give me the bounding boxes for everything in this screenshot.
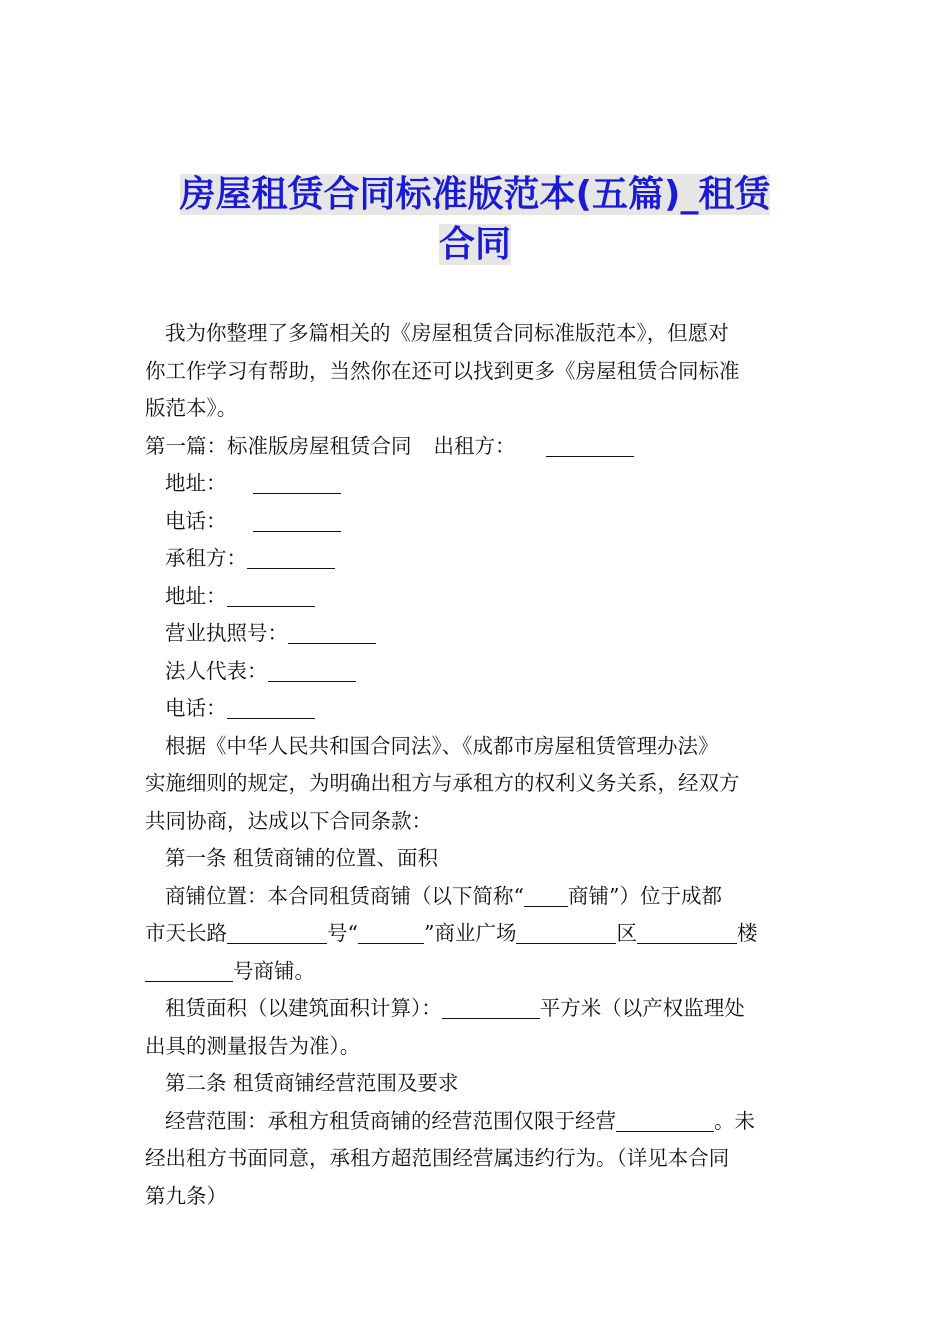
license-blank (288, 623, 376, 645)
location-text-f: 区 (616, 921, 637, 945)
section1-heading: 第一篇：标准版房屋租赁合同 (145, 433, 412, 458)
area-blank (442, 998, 540, 1020)
area-text-b: 平方米（以产权监理处 (539, 996, 745, 1020)
building-blank (637, 923, 737, 945)
phone2-label: 电话： (165, 696, 227, 720)
lessor-blank (546, 435, 634, 457)
location-line-1 (145, 878, 810, 916)
legal-rep-line (145, 653, 810, 691)
scope-blank (616, 1110, 714, 1132)
phone2-line (145, 690, 810, 728)
article2-heading: 第二条 租赁商铺经营范围及要求 (165, 1071, 459, 1095)
address2-blank (227, 585, 315, 607)
zone-blank (516, 923, 616, 945)
location-text-e: ”商业广场 (423, 921, 517, 945)
phone2-blank (227, 698, 315, 720)
location-text-a: 商铺位置：本合同租赁商铺（以下简称“ (165, 883, 524, 908)
legal-rep-blank (268, 660, 356, 682)
area-line-1 (145, 990, 810, 1028)
street-number-blank (227, 923, 327, 945)
scope-text-a: 经营范围：承租方租赁商铺的经营范围仅限于经营 (165, 1108, 616, 1133)
scope-line-2: 经出租方书面同意，承租方超范围经营属违约行为。（详见本合同 (145, 1146, 730, 1170)
shop-number-blank (145, 960, 233, 982)
basis-line-3: 共同协商，达成以下合同条款： (145, 808, 432, 833)
address2-line (145, 578, 810, 616)
license-line (145, 615, 810, 653)
lessee-line (145, 540, 810, 578)
address1-blank (253, 473, 341, 495)
document-title (145, 170, 805, 270)
lessee-blank (247, 548, 335, 570)
title-line-1: 房屋租赁合同标准版范本(五篇)_租赁 (179, 174, 771, 215)
location-text-h: 号商铺。 (233, 958, 315, 983)
scope-line-1 (145, 1103, 810, 1141)
basis-line-2: 实施细则的规定，为明确出租方与承租方的权利义务关系，经双方 (145, 771, 740, 795)
location-text-g: 楼 (736, 921, 758, 945)
title-line-2: 合同 (438, 224, 511, 265)
location-line-2 (145, 915, 810, 953)
area-line-2: 出具的测量报告为准）。 (145, 1033, 361, 1058)
legal-rep-label: 法人代表： (165, 658, 268, 683)
location-line-3 (145, 953, 810, 991)
license-label: 营业执照号： (165, 621, 288, 645)
scope-line-3: 第九条） (145, 1183, 227, 1208)
intro-line-3: 版范本》。 (145, 396, 238, 420)
area-text-a: 租赁面积（以建筑面积计算）： (165, 996, 442, 1020)
intro-line-1: 我为你整理了多篇相关的《房屋租赁合同标准版范本》，但愿对 (165, 321, 729, 345)
article1-heading: 第一条 租赁商铺的位置、面积 (165, 846, 439, 870)
plaza-name-blank (358, 923, 424, 945)
location-text-d: 号“ (327, 921, 358, 945)
address1-label: 地址： (165, 471, 227, 495)
scope-text-b: 。未 (714, 1108, 755, 1133)
intro-line-2: 你工作学习有帮助，当然你在还可以找到更多《房屋租赁合同标准 (145, 358, 740, 383)
address2-label: 地址： (165, 583, 227, 608)
address1-line (145, 465, 810, 503)
lessor-label: 出租方： (433, 433, 516, 458)
section1-line (145, 428, 810, 466)
location-text-b: 商铺”）位于成都 (567, 883, 722, 908)
phone1-label: 电话： (165, 508, 227, 533)
shop-name-blank (524, 885, 568, 907)
phone1-blank (253, 510, 341, 532)
location-text-c: 市天长路 (145, 921, 227, 945)
lessee-label: 承租方： (165, 546, 247, 570)
basis-line-1: 根据《中华人民共和国合同法》、《成都市房屋租赁管理办法》 (165, 733, 719, 758)
phone1-line (145, 503, 810, 541)
document-body (145, 315, 810, 1215)
